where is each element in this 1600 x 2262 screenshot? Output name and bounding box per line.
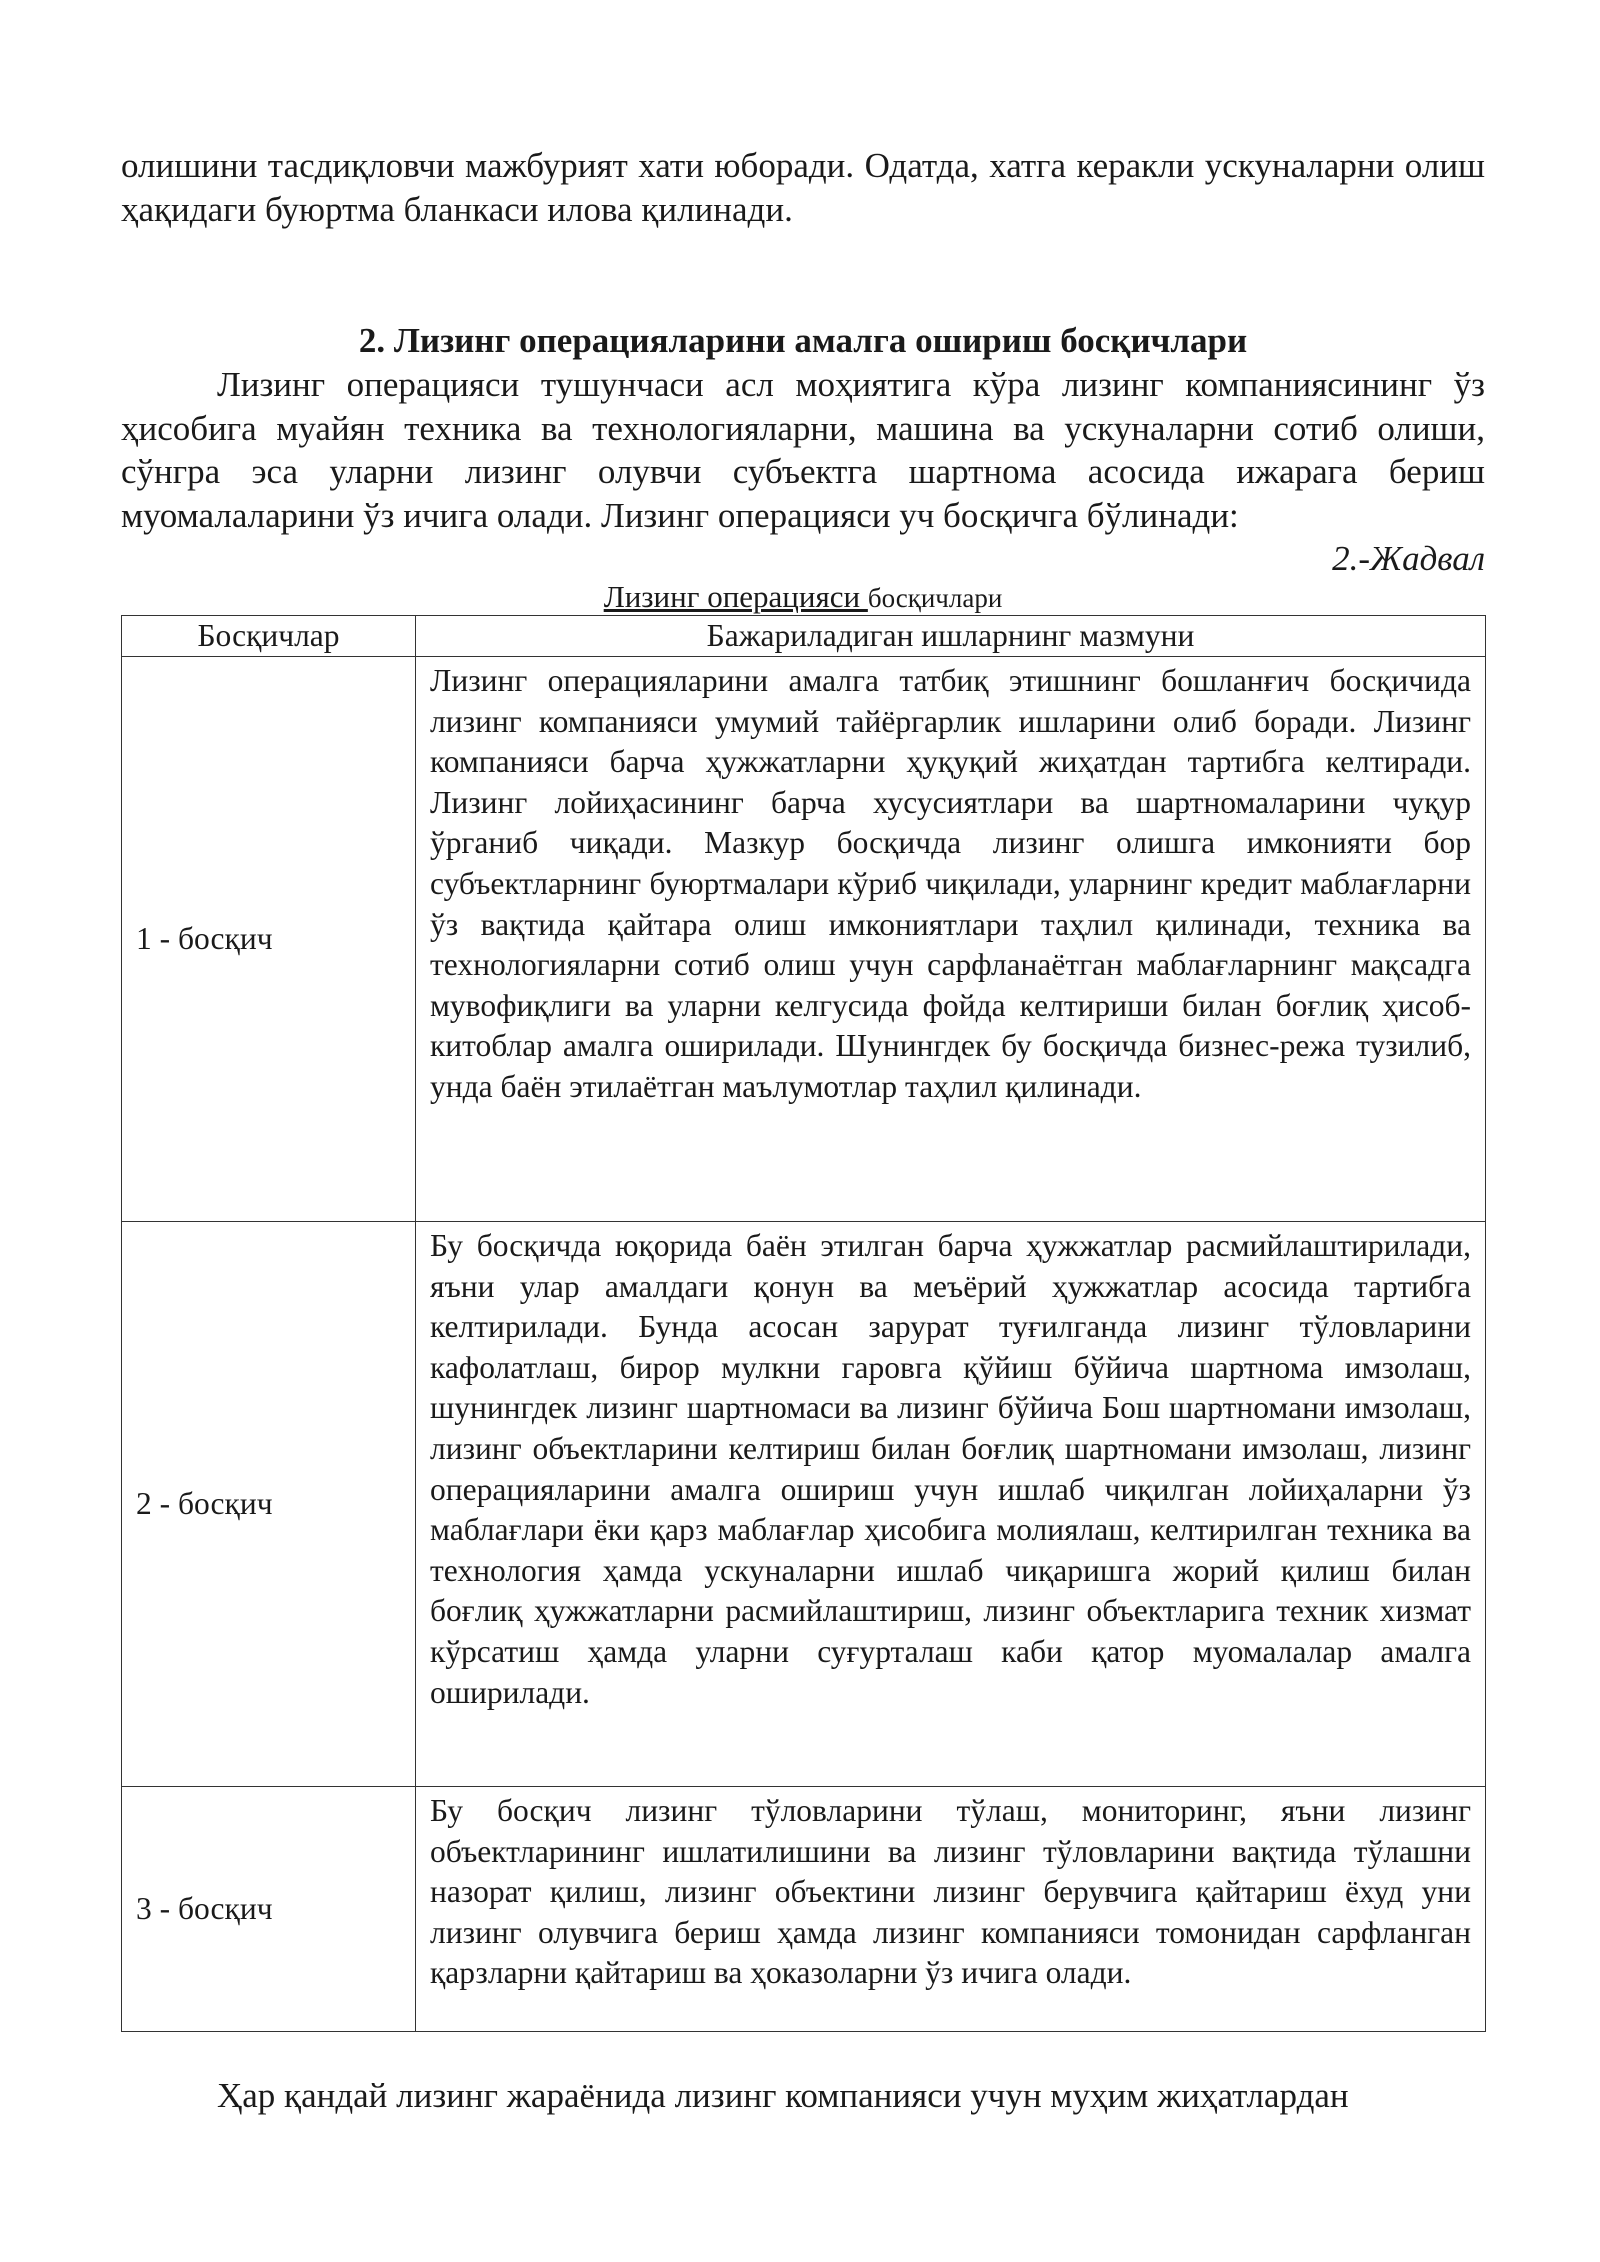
section-paragraph: Лизинг операцияси тушунчаси асл моҳиятига кўра лизинг компаниясининг ўз ҳисобига муайян техника ва технологияларни, машина ва ускуналарни сотиб олиши, сўнгра эса уларни лизинг олувчи субъектга шартнома асосида ижарага бериш муомалаларини ўз ичига олади. Лизинг операцияси уч босқичга бўлинади: [121, 365, 1485, 535]
table-title-main: Лизинг операцияси [603, 579, 868, 614]
stage-cell: 1 - босқич [122, 657, 416, 1222]
closing-paragraph: Ҳар қандай лизинг жараёнида лизинг компанияси учун муҳим жиҳатлардан [217, 2076, 1349, 2115]
table-number: 2.-Жадвал [1332, 539, 1485, 578]
table-header-row [122, 616, 1486, 657]
section-heading: 2. Лизинг операцияларини амалга ошириш босқичлари [358, 321, 1248, 360]
content-cell [416, 1787, 1486, 2032]
table-row [122, 1787, 1486, 2032]
content-text: Лизинг операцияларини амалга татбиқ этишнинг бошланғич босқичида лизинг компанияси умумий тайёргарлик ишларини олиб боради. Лизинг компанияси барча ҳужжатларни ҳуқуқий жиҳатдан тартибга келтиради. Лизинг лойиҳасининг барча хусусиятлари ва шартномаларини чуқур ўрганиб чиқади. Мазкур босқичда лизинг олишга имконияти бор субъектларнинг буюртмалари кўриб чиқилади, уларнинг кредит маблағларни ўз вақтида қайтара олиш имкониятлари таҳлил қилинади, техника ва технологияларни сотиб олиш учун сарфланаётган маблағларнинг мақсадга мувофиқлиги ва уларни келгусида фойда келтириши билан боғлиқ ҳисоб-китоблар амалга оширилади. Шунингдек бу босқичда бизнес-режа тузилиб, унда баён этилаётган маълумотлар таҳлил қилинади. [430, 663, 1471, 1104]
table-row [122, 657, 1486, 1222]
table-title-tail: босқичлари [867, 583, 1003, 613]
document-page [121, 144, 1485, 2118]
stage-cell: 2 - босқич [122, 1222, 416, 1787]
intro-paragraph: олишини тасдиқловчи мажбурият хати юборади. Одатда, хатга керакли ускуналарни олиш ҳақидаги буюртма бланкаси илова қилинади. [121, 146, 1485, 229]
stages-table [121, 615, 1486, 2032]
table-title [121, 580, 1485, 615]
header-stages: Босқичлар [122, 616, 416, 657]
content-cell [416, 1222, 1486, 1787]
stage-cell: 3 - босқич [122, 1787, 416, 2032]
header-content: Бажариладиган ишларнинг мазмуни [416, 616, 1486, 657]
content-text: Бу босқич лизинг тўловларини тўлаш, мониторинг, яъни лизинг объектларининг ишлатилишини ва лизинг тўловларини вақтида тўлашни назорат қилиш, лизинг объектини лизинг берувчига қайтариш ёхуд уни лизинг олувчига бериш ҳамда лизинг компанияси томонидан сарфланган қарзларни қайтариш ва ҳоказоларни ўз ичига олади. [430, 1793, 1471, 1991]
content-text: Бу босқичда юқорида баён этилган барча ҳужжатлар расмийлаштирилади, яъни улар амалдаги қонун ва меъёрий ҳужжатлар асосида тартибга келтирилади. Бунда асосан зарурат туғилганда лизинг тўловларини кафолатлаш, бирор мулкни гаровга қўйиш бўйича шартнома имзолаш, шунингдек лизинг шартномаси ва лизинг бўйича Бош шартномани имзолаш, лизинг объектларини келтириш билан боғлиқ шартномани имзолаш, лизинг операцияларини амалга ошириш учун ишлаб чиқилган лойиҳаларни ўз маблағлари ёки қарз маблағлар ҳисобига молиялаш, келтирилган техника ва технология ҳамда ускуналарни ишлаб чиқаришга жорий қилиш билан боғлиқ ҳужжатларни расмийлаштириш, лизинг объектларига техник хизмат кўрсатиш ҳамда уларни суғурталаш каби қатор муомалалар амалга оширилади. [430, 1228, 1471, 1710]
table-row [122, 1222, 1486, 1787]
content-cell [416, 657, 1486, 1222]
